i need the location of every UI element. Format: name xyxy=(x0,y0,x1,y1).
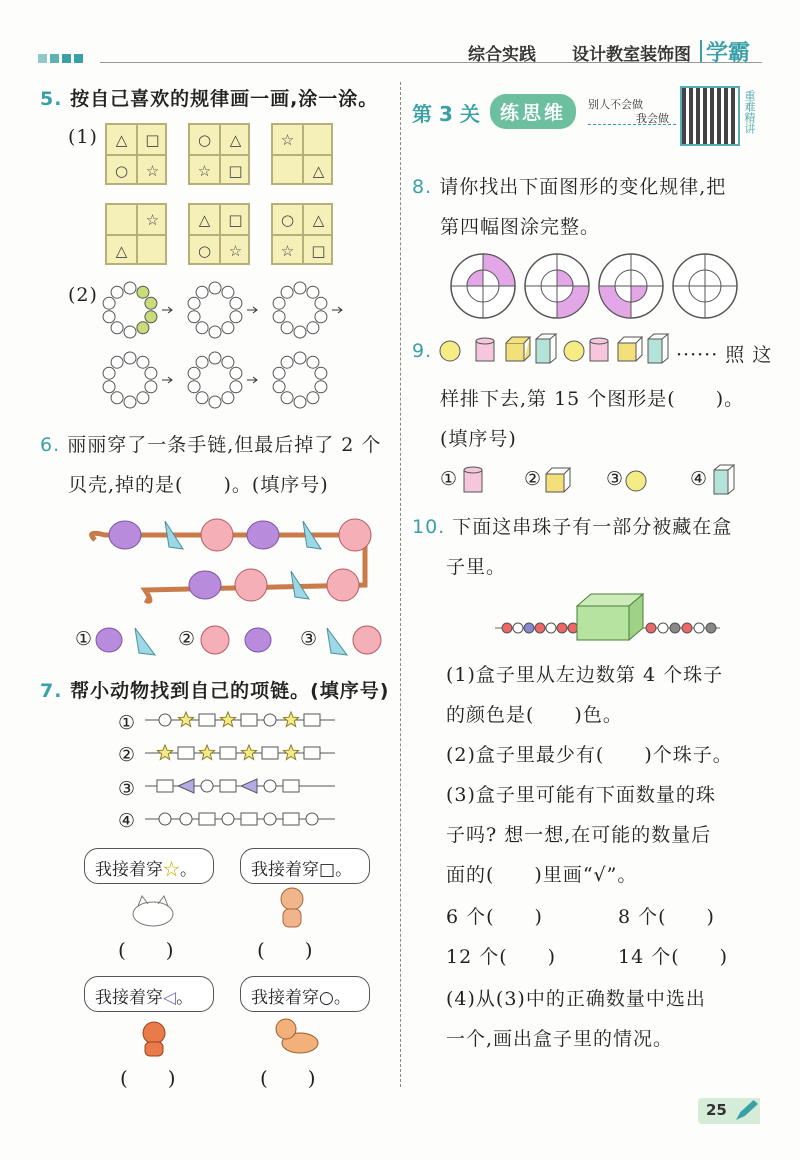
square-icon: □ xyxy=(311,241,326,260)
q6-opt1: ① xyxy=(75,628,94,650)
bead xyxy=(694,623,704,633)
triangle-bead xyxy=(241,779,257,793)
bead xyxy=(124,396,136,408)
arrow-icon xyxy=(162,377,172,383)
q10-line1: 下面这串珠子有一部分被藏在盒 xyxy=(452,516,733,538)
column-divider xyxy=(400,82,401,1087)
cone-shell-icon xyxy=(135,628,155,655)
bead xyxy=(307,322,319,334)
bead xyxy=(670,623,680,633)
bead xyxy=(230,297,242,309)
triangle-icon: △ xyxy=(229,130,242,149)
square-bead xyxy=(283,813,299,825)
pattern-grid xyxy=(105,123,167,185)
arrow-icon xyxy=(247,377,257,383)
bead xyxy=(273,367,285,379)
triangle-icon: △ xyxy=(312,210,325,229)
q10-number: 10. xyxy=(412,516,446,538)
square-bead xyxy=(262,747,278,759)
bead-ring xyxy=(273,282,327,338)
bead xyxy=(307,392,319,404)
corgi-illustration xyxy=(272,1015,322,1055)
level-sub1: 别人不会做 xyxy=(588,98,643,111)
q9-dots: ······ 照 这 xyxy=(676,344,773,366)
header-unit: 设计教室装饰图 xyxy=(572,45,691,65)
star-icon: ☆ xyxy=(163,860,180,880)
answer-blank-cat[interactable]: ( ) xyxy=(118,938,174,962)
bead xyxy=(188,297,200,309)
bead xyxy=(294,282,306,294)
square-bead xyxy=(283,780,299,792)
star-bead xyxy=(241,745,256,760)
q9-options-shapes xyxy=(460,462,750,498)
q9-opt2: ② xyxy=(524,468,543,490)
q5-number: 5. xyxy=(40,88,63,110)
bead xyxy=(137,392,149,404)
bead xyxy=(230,381,242,393)
q6-opt2: ② xyxy=(178,628,197,650)
bead xyxy=(188,367,200,379)
triangle-icon: △ xyxy=(198,210,211,229)
square-icon: □ xyxy=(145,130,160,149)
bead xyxy=(124,352,136,364)
cylinder-icon xyxy=(464,467,482,492)
star-bead xyxy=(199,745,214,760)
cone-shell-icon xyxy=(327,628,347,655)
q8-line1: 请你找出下面图形的变化规律,把 xyxy=(439,176,727,198)
bead xyxy=(103,367,115,379)
purple-scallop-shell-icon xyxy=(96,628,122,652)
triangle-bead xyxy=(178,779,194,793)
cube-icon xyxy=(618,337,642,361)
bead xyxy=(222,286,234,298)
purple-scallop-shell-icon xyxy=(109,521,141,549)
page-number: 25 xyxy=(706,1101,727,1119)
bead xyxy=(281,356,293,368)
circle-bead xyxy=(264,780,276,792)
bead xyxy=(137,286,149,298)
bead xyxy=(646,623,656,633)
purple-scallop-shell-icon xyxy=(189,571,221,599)
level-sub2: 我会做 xyxy=(636,112,669,125)
square-bead xyxy=(157,780,173,792)
bead xyxy=(315,367,327,379)
circle-bead xyxy=(201,780,213,792)
bead xyxy=(145,311,157,323)
chain-label-4: ④ xyxy=(118,810,137,832)
q8-line2: 第四幅图涂完整。 xyxy=(440,216,601,238)
bead xyxy=(706,623,716,633)
bead xyxy=(188,311,200,323)
target-circle xyxy=(525,254,589,318)
bead-string-box xyxy=(495,590,725,646)
q9-line3: (填序号) xyxy=(440,428,517,450)
target-circle xyxy=(599,254,663,318)
q5-text: 按自己喜欢的规律画一画,涂一涂。 xyxy=(70,88,379,110)
bead xyxy=(111,286,123,298)
pattern-grid xyxy=(105,203,167,265)
star-icon: ☆ xyxy=(280,130,295,149)
q10-p1a: (1)盒子里从左边数第 4 个珠子 xyxy=(446,664,724,686)
bead xyxy=(196,322,208,334)
square-bead xyxy=(241,813,257,825)
bead xyxy=(281,286,293,298)
puppy-illustration xyxy=(272,885,312,930)
q6-line2: 贝壳,掉的是( )。(填序号) xyxy=(68,474,329,496)
bead xyxy=(137,356,149,368)
bead xyxy=(557,623,567,633)
bead xyxy=(103,297,115,309)
bead xyxy=(524,623,534,633)
square-bead xyxy=(220,747,236,759)
bead xyxy=(315,381,327,393)
q9-opt3: ③ xyxy=(606,468,625,490)
star-icon: ☆ xyxy=(145,161,160,180)
arrow-icon xyxy=(332,307,342,313)
star-icon: ☆ xyxy=(197,161,212,180)
answer-blank-puppy[interactable]: ( ) xyxy=(257,938,313,962)
bead xyxy=(546,623,556,633)
circle-icon: ○ xyxy=(197,130,212,149)
q6-options-shells xyxy=(95,620,395,660)
circle-icon: ○ xyxy=(319,988,334,1008)
q10-p3c: 面的( )里画“√”。 xyxy=(446,864,638,886)
q8-number: 8. xyxy=(412,176,433,198)
bead xyxy=(513,623,523,633)
bead xyxy=(103,381,115,393)
bead-ring xyxy=(273,352,327,408)
circle-icon: ○ xyxy=(197,241,212,260)
q10-p1b: 的颜色是( )色。 xyxy=(446,704,623,726)
star-bead xyxy=(283,712,298,727)
speech-bubble-cat: 我接着穿☆。 xyxy=(84,848,214,884)
bead xyxy=(111,356,123,368)
answer-blank-corgi[interactable]: ( ) xyxy=(260,1066,316,1090)
necklace-chains xyxy=(145,708,345,838)
bead xyxy=(273,381,285,393)
q5-part2-label: (2) xyxy=(68,284,98,306)
arrow-icon xyxy=(162,307,172,313)
bead xyxy=(111,392,123,404)
q6-prompt xyxy=(40,430,381,457)
q9-number: 9. xyxy=(412,340,433,362)
q10-p3b: 子吗? 想一想,在可能的数量后 xyxy=(446,824,712,846)
circle-bead xyxy=(180,813,192,825)
bead-ring-diagram xyxy=(100,280,360,420)
bead xyxy=(124,326,136,338)
q7-text: 帮小动物找到自己的项链。(填序号) xyxy=(70,680,390,702)
q10-p4b: 一个,画出盒子里的情况。 xyxy=(446,1028,674,1050)
bead xyxy=(222,392,234,404)
q5-prompt xyxy=(40,84,378,111)
header-section: 综合实践 xyxy=(468,45,536,65)
cylinder-icon xyxy=(590,338,608,361)
q7-number: 7. xyxy=(40,680,63,702)
brand-logo: 学霸 xyxy=(706,41,751,66)
bead xyxy=(188,381,200,393)
fox-illustration xyxy=(134,1018,174,1058)
circle-icon: ○ xyxy=(280,210,295,229)
circle-icon: ○ xyxy=(114,161,129,180)
bead xyxy=(145,297,157,309)
pink-snail-shell-icon xyxy=(235,569,267,601)
square-bead xyxy=(304,714,320,726)
qr-code[interactable] xyxy=(680,86,740,146)
chain-label-1: ① xyxy=(118,712,137,734)
pattern-grid xyxy=(188,203,250,265)
circle-icon xyxy=(626,471,646,491)
bead xyxy=(111,322,123,334)
circle-bead xyxy=(306,813,318,825)
cuboid-icon xyxy=(536,334,556,363)
target-circles xyxy=(450,250,750,324)
bead xyxy=(230,311,242,323)
q9-opt1: ① xyxy=(440,468,459,490)
shape-sequence xyxy=(438,333,678,369)
star-bead xyxy=(157,745,172,760)
bead xyxy=(196,356,208,368)
circle-bead xyxy=(264,813,276,825)
q9-line2: 样排下去,第 15 个图形是( )。 xyxy=(440,388,745,410)
chain-label-2: ② xyxy=(118,744,137,766)
q10-p3a: (3)盒子里可能有下面数量的珠 xyxy=(446,784,716,806)
cylinder-icon xyxy=(476,338,494,361)
q10-choice-8[interactable]: 8 个( ) xyxy=(618,906,715,928)
bead xyxy=(124,282,136,294)
bead xyxy=(145,381,157,393)
square-bead xyxy=(304,747,320,759)
square-bead xyxy=(220,780,236,792)
bead xyxy=(502,623,512,633)
bead xyxy=(281,322,293,334)
level-title: 练思维 xyxy=(490,94,576,129)
bead xyxy=(222,322,234,334)
pink-snail-shell-icon xyxy=(353,626,381,654)
q6-line1: 丽丽穿了一条手链,但最后掉了 2 个 xyxy=(67,434,382,456)
star-icon: ☆ xyxy=(228,241,243,260)
bead xyxy=(230,367,242,379)
hidden-box xyxy=(577,594,643,640)
bead xyxy=(281,392,293,404)
q10-line2: 子里。 xyxy=(446,556,507,578)
q10-choice-14[interactable]: 14 个( ) xyxy=(618,946,729,968)
q6-number: 6. xyxy=(40,434,61,456)
bead xyxy=(209,326,221,338)
target-circle xyxy=(673,254,737,318)
q10-prompt xyxy=(412,512,732,539)
circle-bead xyxy=(222,813,234,825)
q5-part1-label: (1) xyxy=(68,126,98,148)
speech-bubble-dog: 我接着穿□。 xyxy=(240,848,370,884)
pattern-grid xyxy=(271,123,333,185)
bead-ring xyxy=(188,282,257,338)
star-bead xyxy=(220,712,235,727)
pink-snail-shell-icon xyxy=(201,626,229,654)
bead xyxy=(535,623,545,633)
bead xyxy=(315,311,327,323)
bead xyxy=(294,326,306,338)
bead xyxy=(294,352,306,364)
q8-prompt xyxy=(412,172,726,199)
star-icon: ☆ xyxy=(280,241,295,260)
circle-bead xyxy=(264,714,276,726)
q9-prompt xyxy=(412,340,432,362)
q10-choice-6[interactable]: 6 个( ) xyxy=(446,906,543,928)
bead xyxy=(137,322,149,334)
pattern-grid xyxy=(271,203,333,265)
pink-snail-shell-icon xyxy=(339,519,371,551)
answer-blank-fox[interactable]: ( ) xyxy=(120,1066,176,1090)
circle-icon xyxy=(440,341,460,361)
qr-side-label: 重难精讲 xyxy=(743,90,756,134)
bead-ring xyxy=(188,352,257,408)
level-underline xyxy=(588,124,676,125)
square-bead xyxy=(199,813,215,825)
bead xyxy=(315,297,327,309)
header-squares xyxy=(38,48,83,67)
cuboid-icon xyxy=(648,334,668,363)
star-bead xyxy=(178,712,193,727)
bead xyxy=(209,282,221,294)
q6-opt3: ③ xyxy=(300,628,319,650)
level-label: 第 3 关 xyxy=(412,102,480,126)
bead xyxy=(307,356,319,368)
header-divider xyxy=(700,40,702,62)
bead-ring xyxy=(103,352,172,408)
pink-snail-shell-icon xyxy=(201,519,233,551)
bead xyxy=(222,356,234,368)
bead xyxy=(196,392,208,404)
speech-bubble-fox: 我接着穿◁。 xyxy=(84,976,214,1012)
bead xyxy=(103,311,115,323)
bead xyxy=(307,286,319,298)
square-icon: □ xyxy=(319,860,336,880)
speech-bubble-corgi: 我接着穿○。 xyxy=(240,976,370,1012)
arrow-icon xyxy=(247,307,257,313)
square-bead xyxy=(241,714,257,726)
circle-icon xyxy=(564,341,584,361)
triangle-icon: △ xyxy=(312,161,325,180)
bead xyxy=(145,367,157,379)
triangle-icon: △ xyxy=(115,241,128,260)
q9-opt4: ④ xyxy=(690,468,709,490)
target-circle xyxy=(451,254,515,318)
star-bead xyxy=(283,745,298,760)
bead xyxy=(273,311,285,323)
circle-bead xyxy=(159,714,171,726)
square-icon: □ xyxy=(228,210,243,229)
purple-scallop-shell-icon xyxy=(245,628,271,652)
cube-icon xyxy=(546,468,570,492)
bead xyxy=(294,396,306,408)
bead xyxy=(658,623,668,633)
square-bead xyxy=(178,747,194,759)
q10-p2: (2)盒子里最少有( )个珠子。 xyxy=(446,744,733,766)
chain-label-3: ③ xyxy=(118,778,137,800)
circle-bead xyxy=(159,813,171,825)
triangle-icon: △ xyxy=(115,130,128,149)
cube-icon xyxy=(506,337,530,361)
bead xyxy=(682,623,692,633)
cuboid-icon xyxy=(714,465,734,494)
bracelet-illustration xyxy=(85,510,375,610)
square-bead xyxy=(199,714,215,726)
purple-scallop-shell-icon xyxy=(247,521,279,549)
q10-choice-12[interactable]: 12 个( ) xyxy=(446,946,557,968)
star-icon: ☆ xyxy=(145,210,160,229)
cat-illustration xyxy=(128,892,178,928)
pink-snail-shell-icon xyxy=(327,569,359,601)
q10-p4a: (4)从(3)中的正确数量中选出 xyxy=(446,988,706,1010)
bead xyxy=(196,286,208,298)
pattern-grid xyxy=(188,123,250,185)
bead xyxy=(209,396,221,408)
bead xyxy=(273,297,285,309)
square-icon: □ xyxy=(228,161,243,180)
bead-ring xyxy=(103,282,172,338)
bead xyxy=(209,352,221,364)
triangle-icon: ◁ xyxy=(163,988,177,1008)
q7-prompt xyxy=(40,676,389,703)
